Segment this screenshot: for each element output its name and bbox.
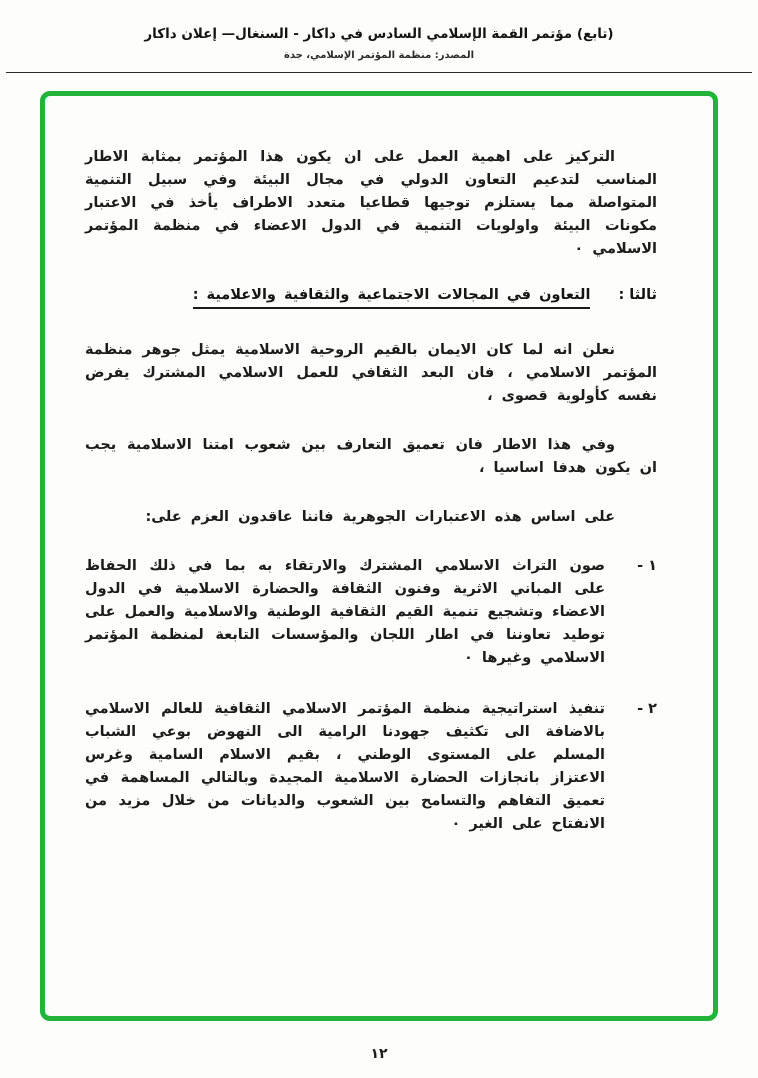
paragraph-resolve: على اساس هذه الاعتبارات الجوهرية فاننا عاقدون العزم على:: [145, 509, 615, 525]
list-item-text: تنفيذ استراتيجية منظمة المؤتمر الاسلامي الثقافية للعالم الاسلامي بالاضافة الى تكثيف جهودنا الرامية الى النهوض بوعي الشباب المسلم على المستوى الوطني ، بقيم الاسلام السامية وغرس الاعتزاز بانجازات الحضارة الاسلامية المجيدة وبالتالي المساهمة في تعميق التفاهم والتسامح بين الشعوب والديانات من خلال مزيد من الانفتاح على الغير ٠: [85, 701, 605, 832]
page-footer: [0, 1046, 758, 1062]
header-divider: [6, 72, 752, 73]
list-item-text: صون التراث الاسلامي المشترك والارتقاء به بما في ذلك الحفاظ على المباني الاثرية وفنون الثقافة والحضارة الاسلامية في الدول الاعضاء وتشجيع تنمية القيم الثقافية الوطنية والاسلامية والعمل على توطيد تعاوننا في اطار اللجان والمؤسسات التابعة لمنظمة المؤتمر الاسلامي وغيرها ٠: [85, 558, 605, 666]
section-label: ثالثا :: [618, 287, 657, 303]
section-heading: [85, 287, 657, 309]
document-body-frame: [40, 91, 718, 1021]
paragraph-intro: التركيز على اهمية العمل على ان يكون هذا المؤتمر بمثابة الاطار المناسب لتدعيم التعاون الدولي في مجال البيئة وفي سبيل التنمية المتواصلة مما يستلزم توجيها قطاعيا متعدد الاطراف يأخذ في الاعتبار مكونات البيئة واولويات التنمية في الدول الاعضاء في منظمة المؤتمر الاسلامي ٠: [85, 149, 657, 257]
numbered-list: [85, 555, 657, 836]
list-item: [85, 555, 657, 670]
page-header: [0, 0, 758, 61]
document-title: (تابع) مؤتمر القمة الإسلامي السادس في داكار - السنغال— إعلان داكار: [144, 26, 614, 42]
paragraph-taaruf: وفي هذا الاطار فان تعميق التعارف بين شعوب امتنا الاسلامية يجب ان يكون هدفا اساسيا ،: [85, 437, 657, 476]
document-source: المصدر: منظمة المؤتمر الإسلامي، جدة: [283, 50, 475, 61]
section-title: التعاون في المجالات الاجتماعية والثقافية والاعلامية :: [193, 287, 591, 309]
paragraph-faith: نعلن انه لما كان الايمان بالقيم الروحية الاسلامية يمثل جوهر منظمة المؤتمر الاسلامي ، فان البعد الثقافي للعمل الاسلامي المشترك يفرض نفسه كأولوية قصوى ،: [85, 342, 657, 404]
list-item-number: ٢ -: [637, 701, 657, 717]
page-number: ١٢: [370, 1046, 388, 1062]
list-item-number: ١ -: [637, 558, 657, 574]
list-item: [85, 698, 657, 836]
